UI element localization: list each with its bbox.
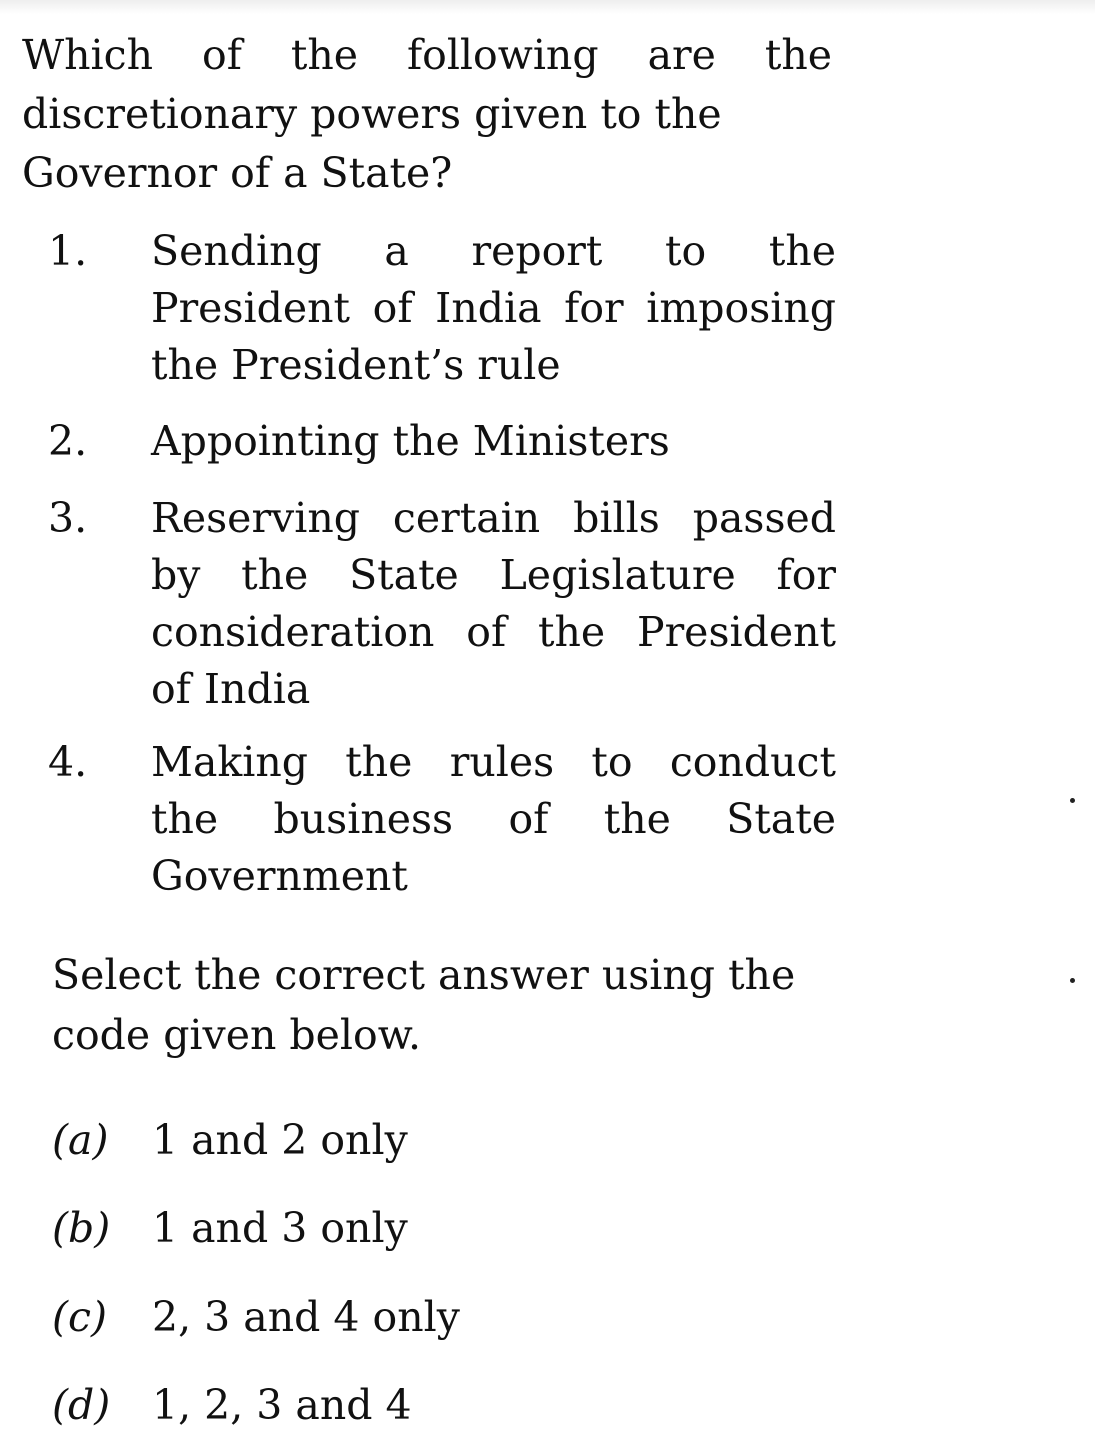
question-line: discretionary powers given to the	[22, 90, 722, 138]
statement-text	[151, 734, 836, 905]
question-text	[22, 26, 832, 203]
statement-line: Government	[151, 852, 408, 900]
option-label: (c)	[52, 1293, 107, 1341]
statement-line: the President’s rule	[151, 341, 561, 389]
statement-number: 2.	[48, 417, 88, 465]
question-line: Governor of a State?	[22, 149, 453, 197]
statement-line: Sending a report to the	[151, 227, 836, 275]
option-text: 1 and 2 only	[152, 1116, 408, 1164]
statement-line: the business of the State	[151, 795, 836, 843]
statement-line: by the State Legislature for	[151, 551, 836, 599]
statement-line: consideration of the President	[151, 608, 836, 656]
statement-number: 1.	[48, 227, 88, 275]
statement-line: of India	[151, 665, 311, 713]
statement-line: Making the rules to conduct	[151, 738, 836, 786]
statement-line: Appointing the Ministers	[151, 417, 670, 465]
statement-text	[151, 413, 836, 470]
speck-mark	[1070, 798, 1075, 803]
statement-number: 4.	[48, 738, 88, 786]
option-a[interactable]	[52, 1115, 408, 1165]
option-label: (b)	[52, 1204, 111, 1252]
option-b[interactable]	[52, 1203, 408, 1253]
option-text: 1 and 3 only	[152, 1204, 408, 1252]
statement-text	[151, 223, 836, 394]
instruction-line: code given below.	[52, 1011, 421, 1059]
speck-mark	[1070, 978, 1075, 983]
instruction-text	[52, 945, 838, 1065]
option-text: 1, 2, 3 and 4	[152, 1381, 412, 1429]
question-line: Which of the following are the	[22, 31, 832, 79]
page-top-shade	[0, 0, 1095, 14]
statement-number: 3.	[48, 494, 88, 542]
option-text: 2, 3 and 4 only	[152, 1293, 460, 1341]
option-d[interactable]	[52, 1380, 412, 1430]
option-c[interactable]	[52, 1292, 460, 1342]
statement-text	[151, 490, 836, 718]
option-label: (d)	[52, 1381, 111, 1429]
statement-line: Reserving certain bills passed	[151, 494, 836, 542]
statement-line: President of India for imposing	[151, 284, 836, 332]
instruction-line: Select the correct answer using the	[52, 951, 796, 999]
option-label: (a)	[52, 1116, 109, 1164]
